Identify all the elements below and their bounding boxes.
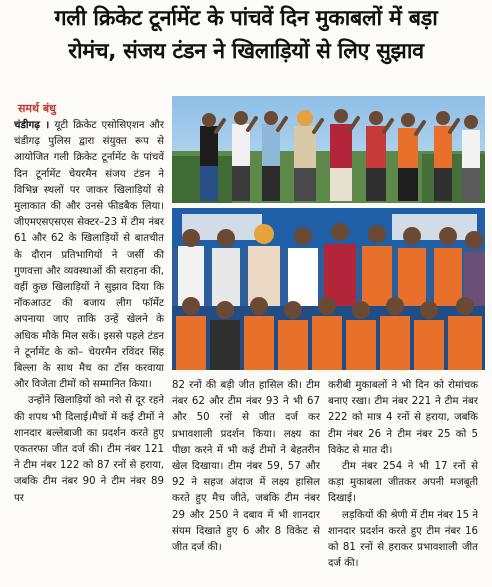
photo-team-group — [172, 208, 485, 370]
column-3-text-1: करीबी मुकाबलों ने भी दिन को रोमांचक बनाए रखा। टीम नंबर 221 ने टीम नंबर 222 को मात्र 4 रनों से हराया, जबकि टीम नंबर 26 ने टीम नंबर 25 को 5 विकेट से मात दी। — [328, 380, 478, 456]
article-column-3 — [328, 378, 478, 583]
column-1-text-1: यूटी क्रिकेट एसोसिएशन और चंडीगढ़ पुलिस द्वारा संयुक्त रूप से आयोजित गली क्रिकेट टूर्नामेंट के पांचवें दिन टूर्नामेंट चेयरमैन संजय टंडन ने विभिन्न स्थलों पर जाकर खिलाड़ियों से मुलाकात की और उनसे फीडबैक लिया। जीएमएसएसएस सेक्टर–23 में टीम नंबर 61 और 62 के खिलाड़ियों से बातचीत के दौरान प्रतिभागियों ने जर्सी की गुणवत्ता और व्यवस्थाओं की सराहना की, वहीं कुछ खिलाड़ियों ने सुझाव दिया कि नॉकआउट की बजाय लीग फॉर्मेट अपनाया जाए ताकि उन्हें खेलने के अधिक मौके मिल सकें। इससे पहले टंडन ने टूर्नामेंट के को– चेयरमैन रविंदर सिंह बिल्ला के साथ मैच का टॉस करवाया और विजेता टीमों को सम्मानित किया। — [14, 120, 164, 391]
article-paragraph-1: चंडीगढ़ । यूटी क्रिकेट एसोसिएशन और चंडीगढ़ पुलिस द्वारा संयुक्त रूप से आयोजित गली क्रिकेट टूर्नामेंट के पांचवें दिन टूर्नामेंट चेयरमैन संजय टंडन ने विभिन्न स्थलों पर जाकर खिलाड़ियों से मुलाकात की और उनसे फीडबैक लिया। जीएमएसएसएस सेक्टर–23 में टीम नंबर 61 और 62 के खिलाड़ियों से बातचीत के दौरान प्रतिभागियों ने जर्सी की गुणवत्ता और व्यवस्थाओं की सराहना की, वहीं कुछ खिलाड़ियों ने सुझाव दिया कि नॉकआउट की बजाय लीग फॉर्मेट अपनाया जाए ताकि उन्हें खेलने के अधिक मौके मिल सकें। इससे पहले टंडन ने टूर्नामेंट के को– चेयरमैन रविंदर सिंह बिल्ला के साथ मैच का टॉस करवाया और विजेता टीमों को सम्मानित किया। — [14, 120, 164, 391]
photo-oath-ceremony — [172, 96, 485, 203]
column-3-text-3: लड़कियों की श्रेणी में टीम नंबर 15 ने शानदार प्रदर्शन करते हुए टीम नंबर 16 को 81 रनों से हराकर प्रभावशाली जीत दर्ज की। — [328, 509, 478, 570]
headline-line-2: रोमंच, संजय टंडन ने खिलाड़ियों से लिए सुझाव — [68, 39, 424, 64]
byline: समर्थ बंधु — [18, 102, 56, 115]
column-3-text-2: टीम नंबर 254 ने भी 17 रनों से कड़ा मुकाबला जीतकर अपनी मजबूती दिखाई। — [328, 461, 478, 505]
column-1-text-2: उन्होंने खिलाड़ियों को नशे से दूर रहने की शपथ भी दिलाई।मैचों में कई टीमों ने शानदार बल्लेबाजी का प्रदर्शन करते हुए एकतरफा जीत दर्ज की। टीम नंबर 121 ने टीम नंबर 122 को 87 रनों से हराया, जबकि टीम नंबर 90 ने टीम नंबर 89 पर — [14, 395, 164, 504]
column-2-text-1: 82 रनों की बड़ी जीत हासिल की। टीम नंबर 62 और टीम नंबर 93 ने भी 67 और 50 रनों से जीत दर्ज कर प्रभावशाली प्रदर्शन किया। लक्ष्य का पीछा करने में भी कई टीमों ने बेहतरीन खेल दिखाया। टीम नंबर 59, 57 और 92 ने सहज अंदाज में लक्ष्य हासिल करते हुए मैच जीते, जबकि टीम नंबर 29 और 250 ने दबाव में भी शानदार संयम दिखाते हुए 6 और 8 विकेट से जीत दर्ज की। — [172, 380, 320, 554]
headline-line-1: गली क्रिकेट टूर्नामेंट के पांचवें दिन मुकाबलों में बड़ा — [54, 6, 438, 31]
headline — [0, 2, 492, 68]
article-column-2 — [172, 378, 320, 583]
article-column-1 — [14, 118, 164, 580]
dateline: चंडीगढ़ — [14, 120, 41, 131]
